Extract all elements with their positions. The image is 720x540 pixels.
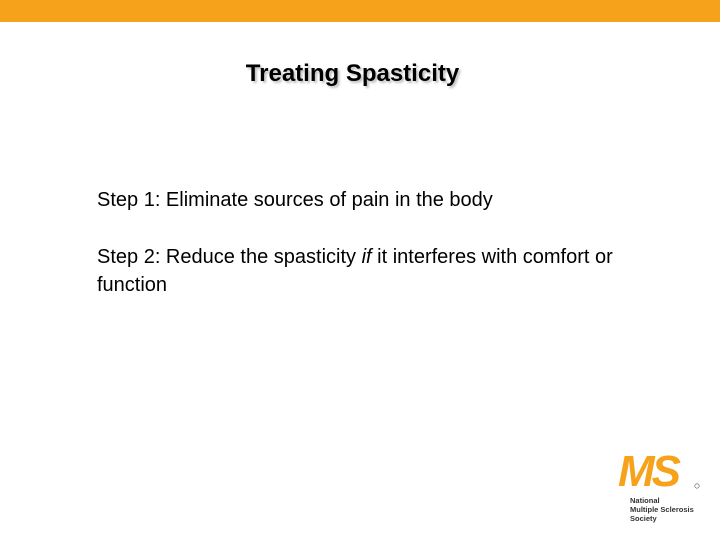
step-2-text-end: it interferes with comfort or function [97,246,613,296]
logo-org-line-1: National [630,496,660,505]
step-2-emphasis: if [361,246,372,268]
slide-title: Treating Spasticity [245,60,460,87]
logo-org-line-3: Society [630,514,657,523]
logo-org-line-2: Multiple Sclerosis [630,505,694,514]
top-accent-bar [0,0,720,22]
registered-mark-icon [695,484,699,488]
step-2-text [97,243,637,299]
ms-logo-mark-icon [616,448,702,492]
ms-logo-letters: MS [618,448,678,492]
step-2-text-start: Step 2: Reduce the spasticity [97,246,362,268]
national-ms-society-logo [616,448,702,530]
logo-org-name [630,496,702,523]
step-1-text: Step 1: Eliminate sources of pain in the body [97,189,493,211]
